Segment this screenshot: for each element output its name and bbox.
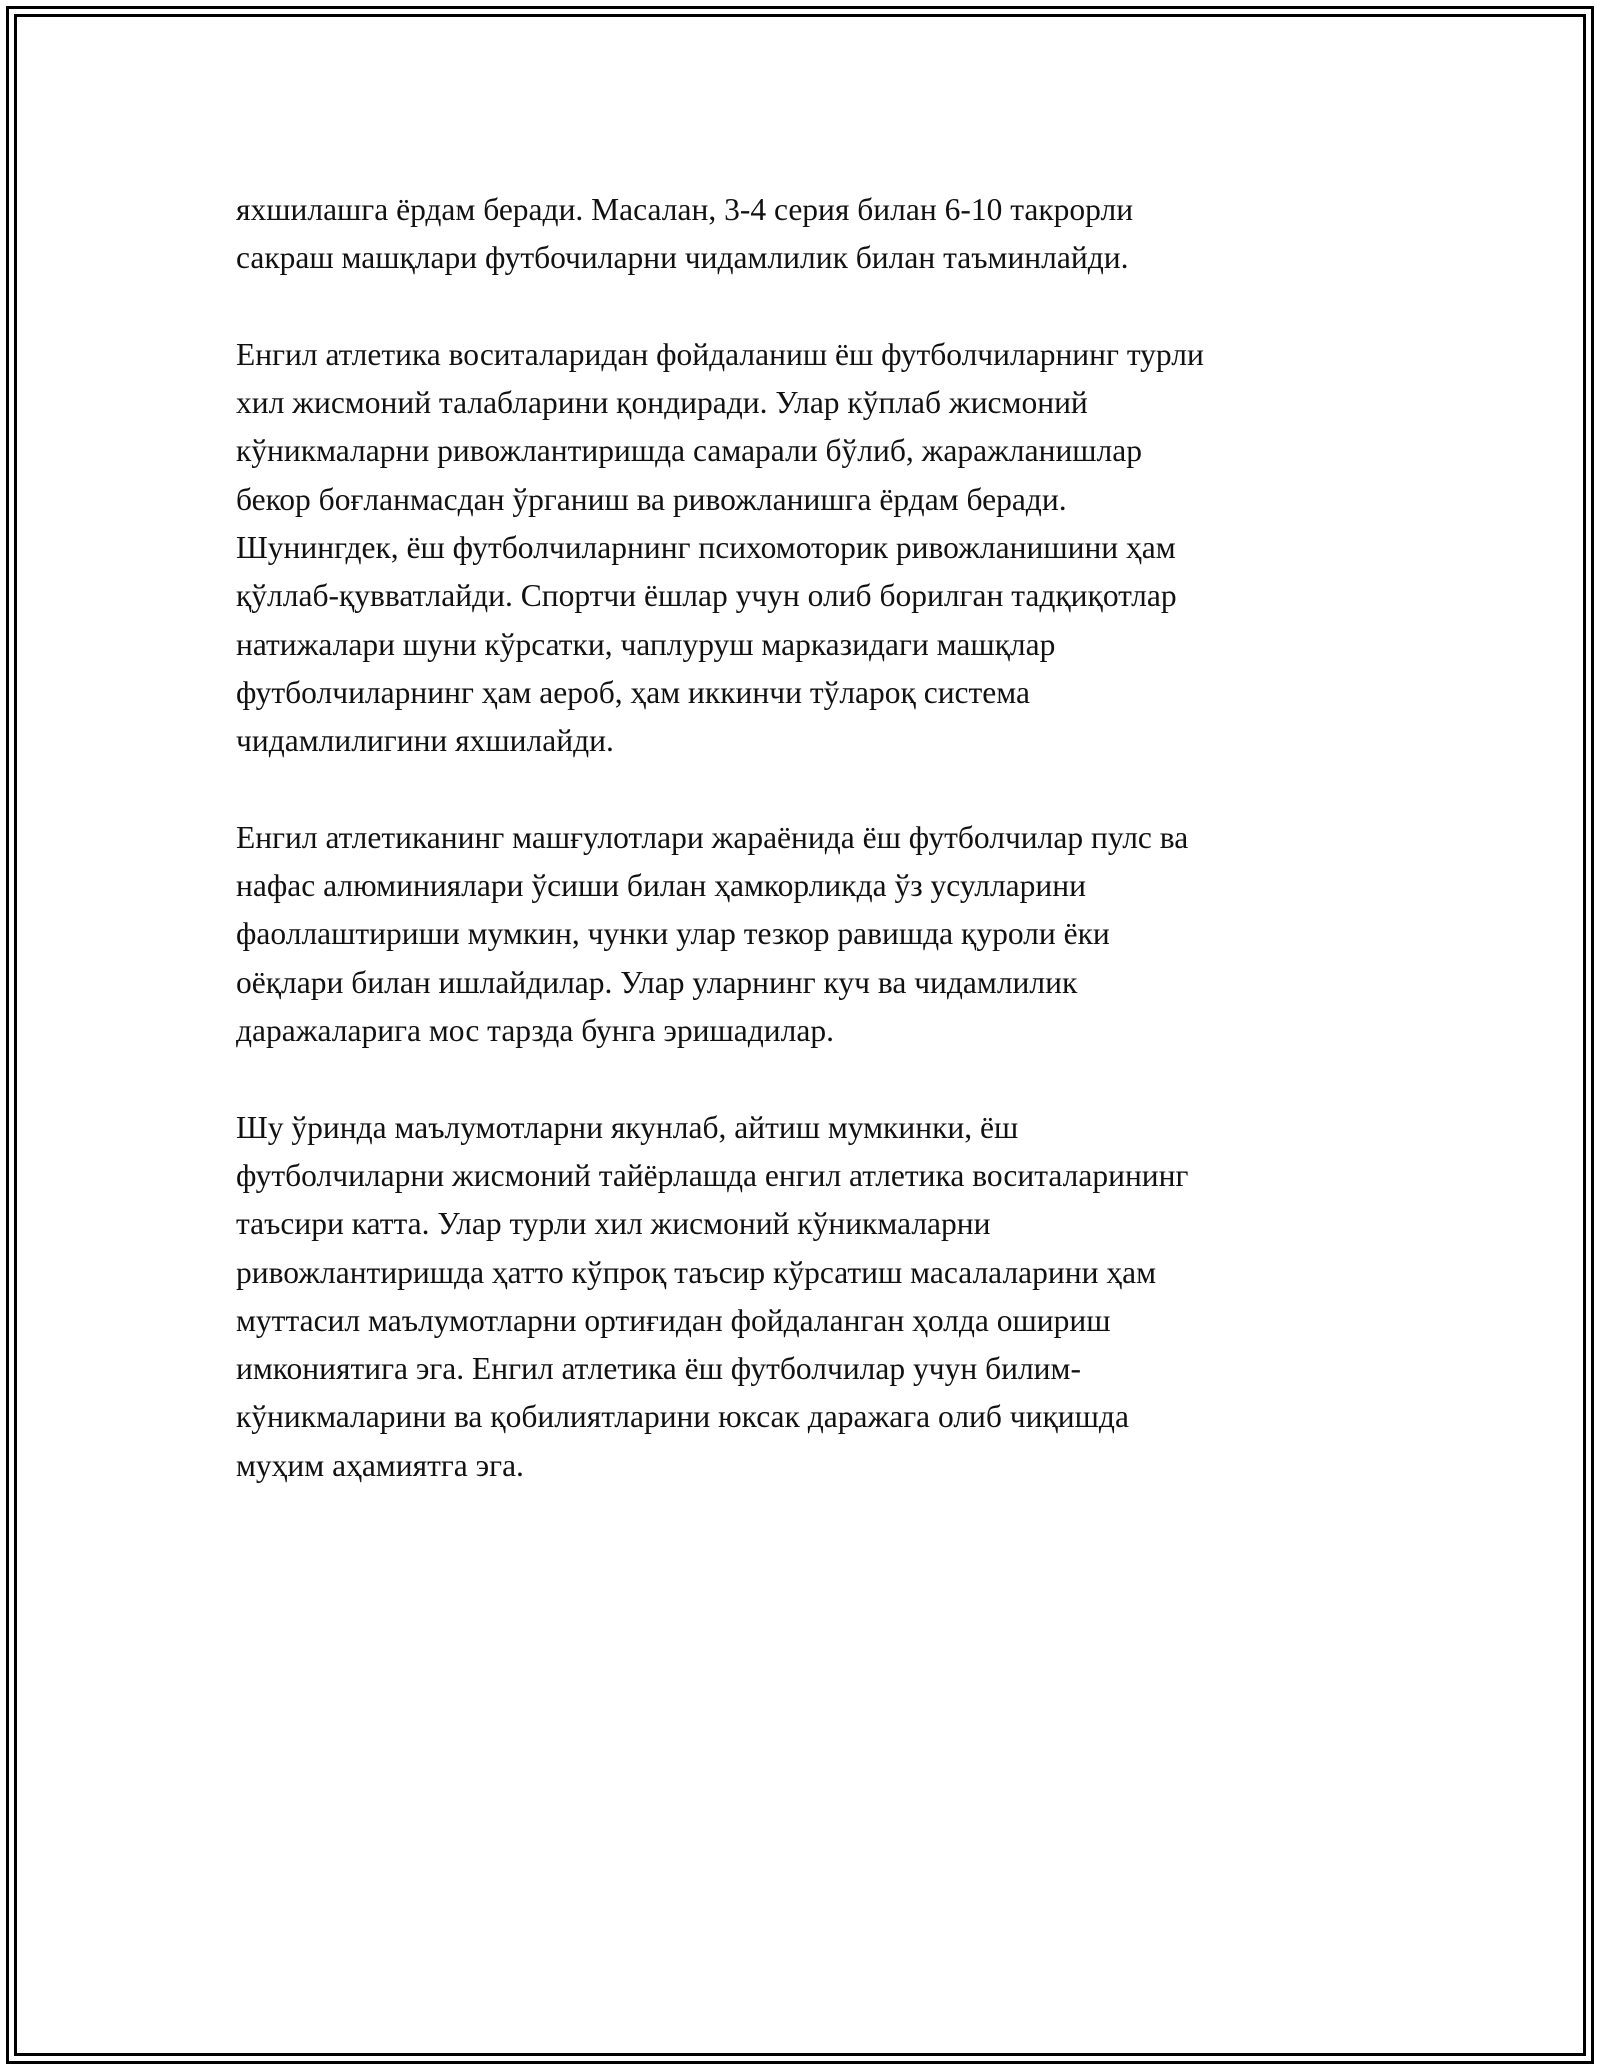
text-line: даражаларига мос тарзда бунга эришадилар. xyxy=(236,1013,834,1049)
text-line: оёқлари билан ишлайдилар. Улар уларнинг куч ва чидамлилик xyxy=(236,964,1078,1000)
paragraph-4 xyxy=(236,1104,1386,1490)
text-line: бекор боғланмасдан ўрганиш ва ривожланишга ёрдам беради. xyxy=(236,481,1067,517)
text-line: натижалари шуни кўрсатки, чаплуруш марказидаги машқлар xyxy=(236,626,1056,662)
text-line: нафас алюминиялари ўсиши билан ҳамкорликда ўз усулларини xyxy=(236,868,1086,904)
text-line: кўникмаларни ривожлантиришда самарали бўлиб, жаражланишлар xyxy=(236,433,1143,469)
text-line: муҳим аҳамиятга эга. xyxy=(236,1447,524,1483)
text-line: яхшилашга ёрдам беради. Масалан, 3-4 серия билан 6-10 такрорли xyxy=(236,192,1134,227)
text-line: Шу ўринда маълумотларни якунлаб, айтиш мумкинки, ёш xyxy=(236,1109,1019,1145)
paragraph-2 xyxy=(236,331,1386,766)
text-line: футболчиларнинг ҳам аероб, ҳам иккинчи тўлароқ система xyxy=(236,674,1030,710)
text-line: муттасил маълумотларни ортиғидан фойдаланган ҳолда ошириш xyxy=(236,1302,1111,1338)
text-line: Енгил атлетика воситаларидан фойдаланиш ёш футболчиларнинг турли xyxy=(236,336,1204,372)
text-line: имкониятига эга. Енгил атлетика ёш футболчилар учун билим- xyxy=(236,1351,1081,1387)
text-line: чидамлилигини яхшилайди. xyxy=(236,723,614,759)
paragraph-3 xyxy=(236,814,1386,1055)
document-body xyxy=(236,186,1386,1538)
text-line: ривожлантиришда ҳатто кўпроқ таъсир кўрсатиш масалаларини ҳам xyxy=(236,1254,1157,1290)
paragraph-1 xyxy=(236,186,1386,283)
text-line: таъсири катта. Улар турли хил жисмоний кўникмаларни xyxy=(236,1206,991,1242)
text-line: сакраш машқлари футбочиларни чидамлилик билан таъминлайди. xyxy=(236,240,1129,276)
text-line: хил жисмоний талабларини қондиради. Улар кўплаб жисмоний xyxy=(236,385,1088,421)
text-line: кўникмаларини ва қобилиятларини юксак даражага олиб чиқишда xyxy=(236,1399,1129,1435)
text-line: Енгил атлетиканинг машғулотлари жараёнида ёш футболчилар пулс ва xyxy=(236,819,1189,855)
text-line: фаоллаштириши мумкин, чунки улар тезкор равишда қуроли ёки xyxy=(236,916,1110,952)
text-line: футболчиларни жисмоний тайёрлашда енгил атлетика воситаларининг xyxy=(236,1157,1189,1193)
text-line: қўллаб-қувватлайди. Спортчи ёшлар учун олиб борилган тадқиқотлар xyxy=(236,578,1177,614)
text-line: Шунингдек, ёш футболчиларнинг психомоторик ривожланишини ҳам xyxy=(236,530,1176,566)
